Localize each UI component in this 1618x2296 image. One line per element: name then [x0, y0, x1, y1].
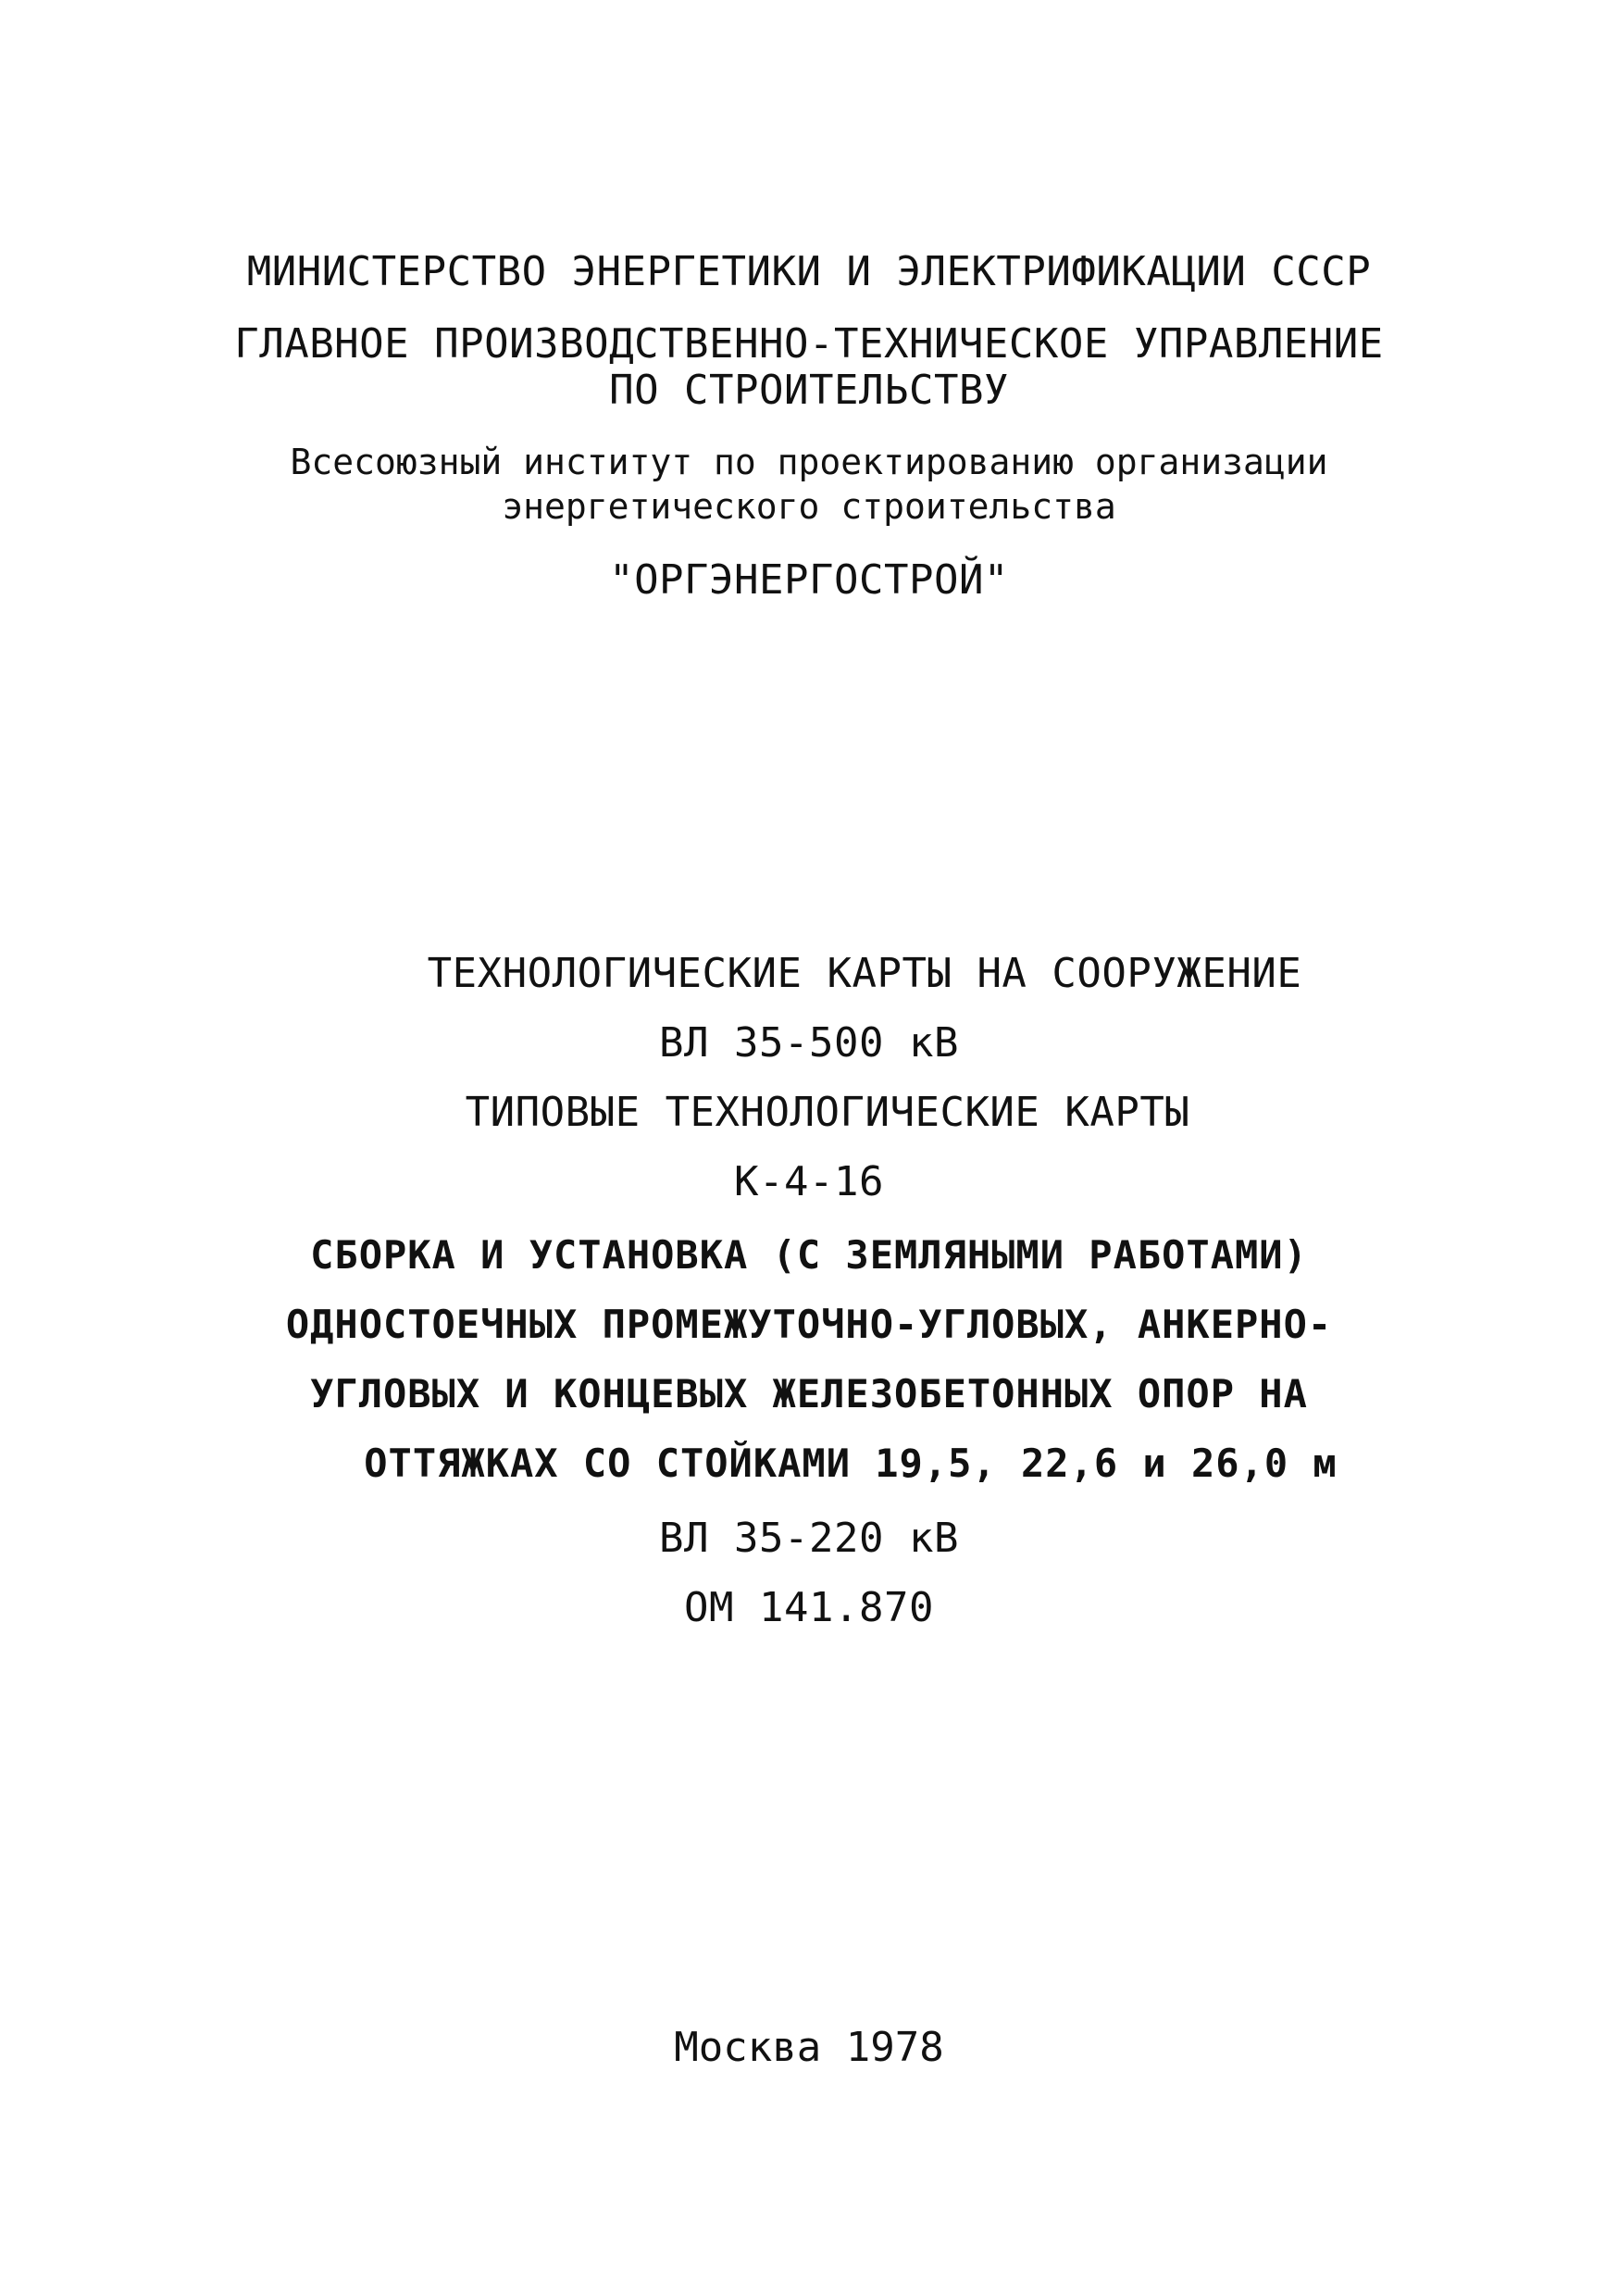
institute-line-1: Всесоюзный институт по проектированию организации	[290, 442, 1328, 482]
title-line-1: ТЕХНОЛОГИЧЕСКИЕ КАРТЫ НА СООРУЖЕНИЕ	[427, 950, 1302, 997]
ministry-line: МИНИСТЕРСТВО ЭНЕРГЕТИКИ И ЭЛЕКТРИФИКАЦИИ СССР	[246, 248, 1372, 295]
title-line-3: ТИПОВЫЕ ТЕХНОЛОГИЧЕСКИЕ КАРТЫ	[465, 1089, 1190, 1136]
subject-line-3: УГЛОВЫХ И КОНЦЕВЫХ ЖЕЛЕЗОБЕТОННЫХ ОПОР НА	[310, 1371, 1308, 1416]
card-code: К-4-16	[734, 1158, 884, 1205]
subject-line-4: ОТТЯЖКАХ СО СТОЙКАМИ 19,5, 22,6 и 26,0 м	[364, 1441, 1338, 1486]
title-line-2: ВЛ 35-500 кВ	[659, 1019, 959, 1067]
subject-line-1: СБОРКА И УСТАНОВКА (С ЗЕМЛЯНЫМИ РАБОТАМИ)	[310, 1232, 1308, 1278]
city-year: Москва 1978	[674, 2024, 944, 2071]
institute-name: "ОРГЭНЕРГОСТРОЙ"	[609, 556, 1009, 604]
voltage-line: ВЛ 35-220 кВ	[659, 1515, 959, 1562]
directorate-line-2: ПО СТРОИТЕЛЬСТВУ	[609, 367, 1009, 414]
document-number: ОМ 141.870	[684, 1584, 934, 1631]
institute-line-2: энергетического строительства	[502, 486, 1116, 527]
directorate-line-1: ГЛАВНОЕ ПРОИЗВОДСТВЕННО-ТЕХНИЧЕСКОЕ УПРАВЛЕНИЕ	[234, 320, 1384, 368]
subject-line-2: ОДНОСТОЕЧНЫХ ПРОМЕЖУТОЧНО-УГЛОВЫХ, АНКЕРНО-	[285, 1302, 1333, 1347]
